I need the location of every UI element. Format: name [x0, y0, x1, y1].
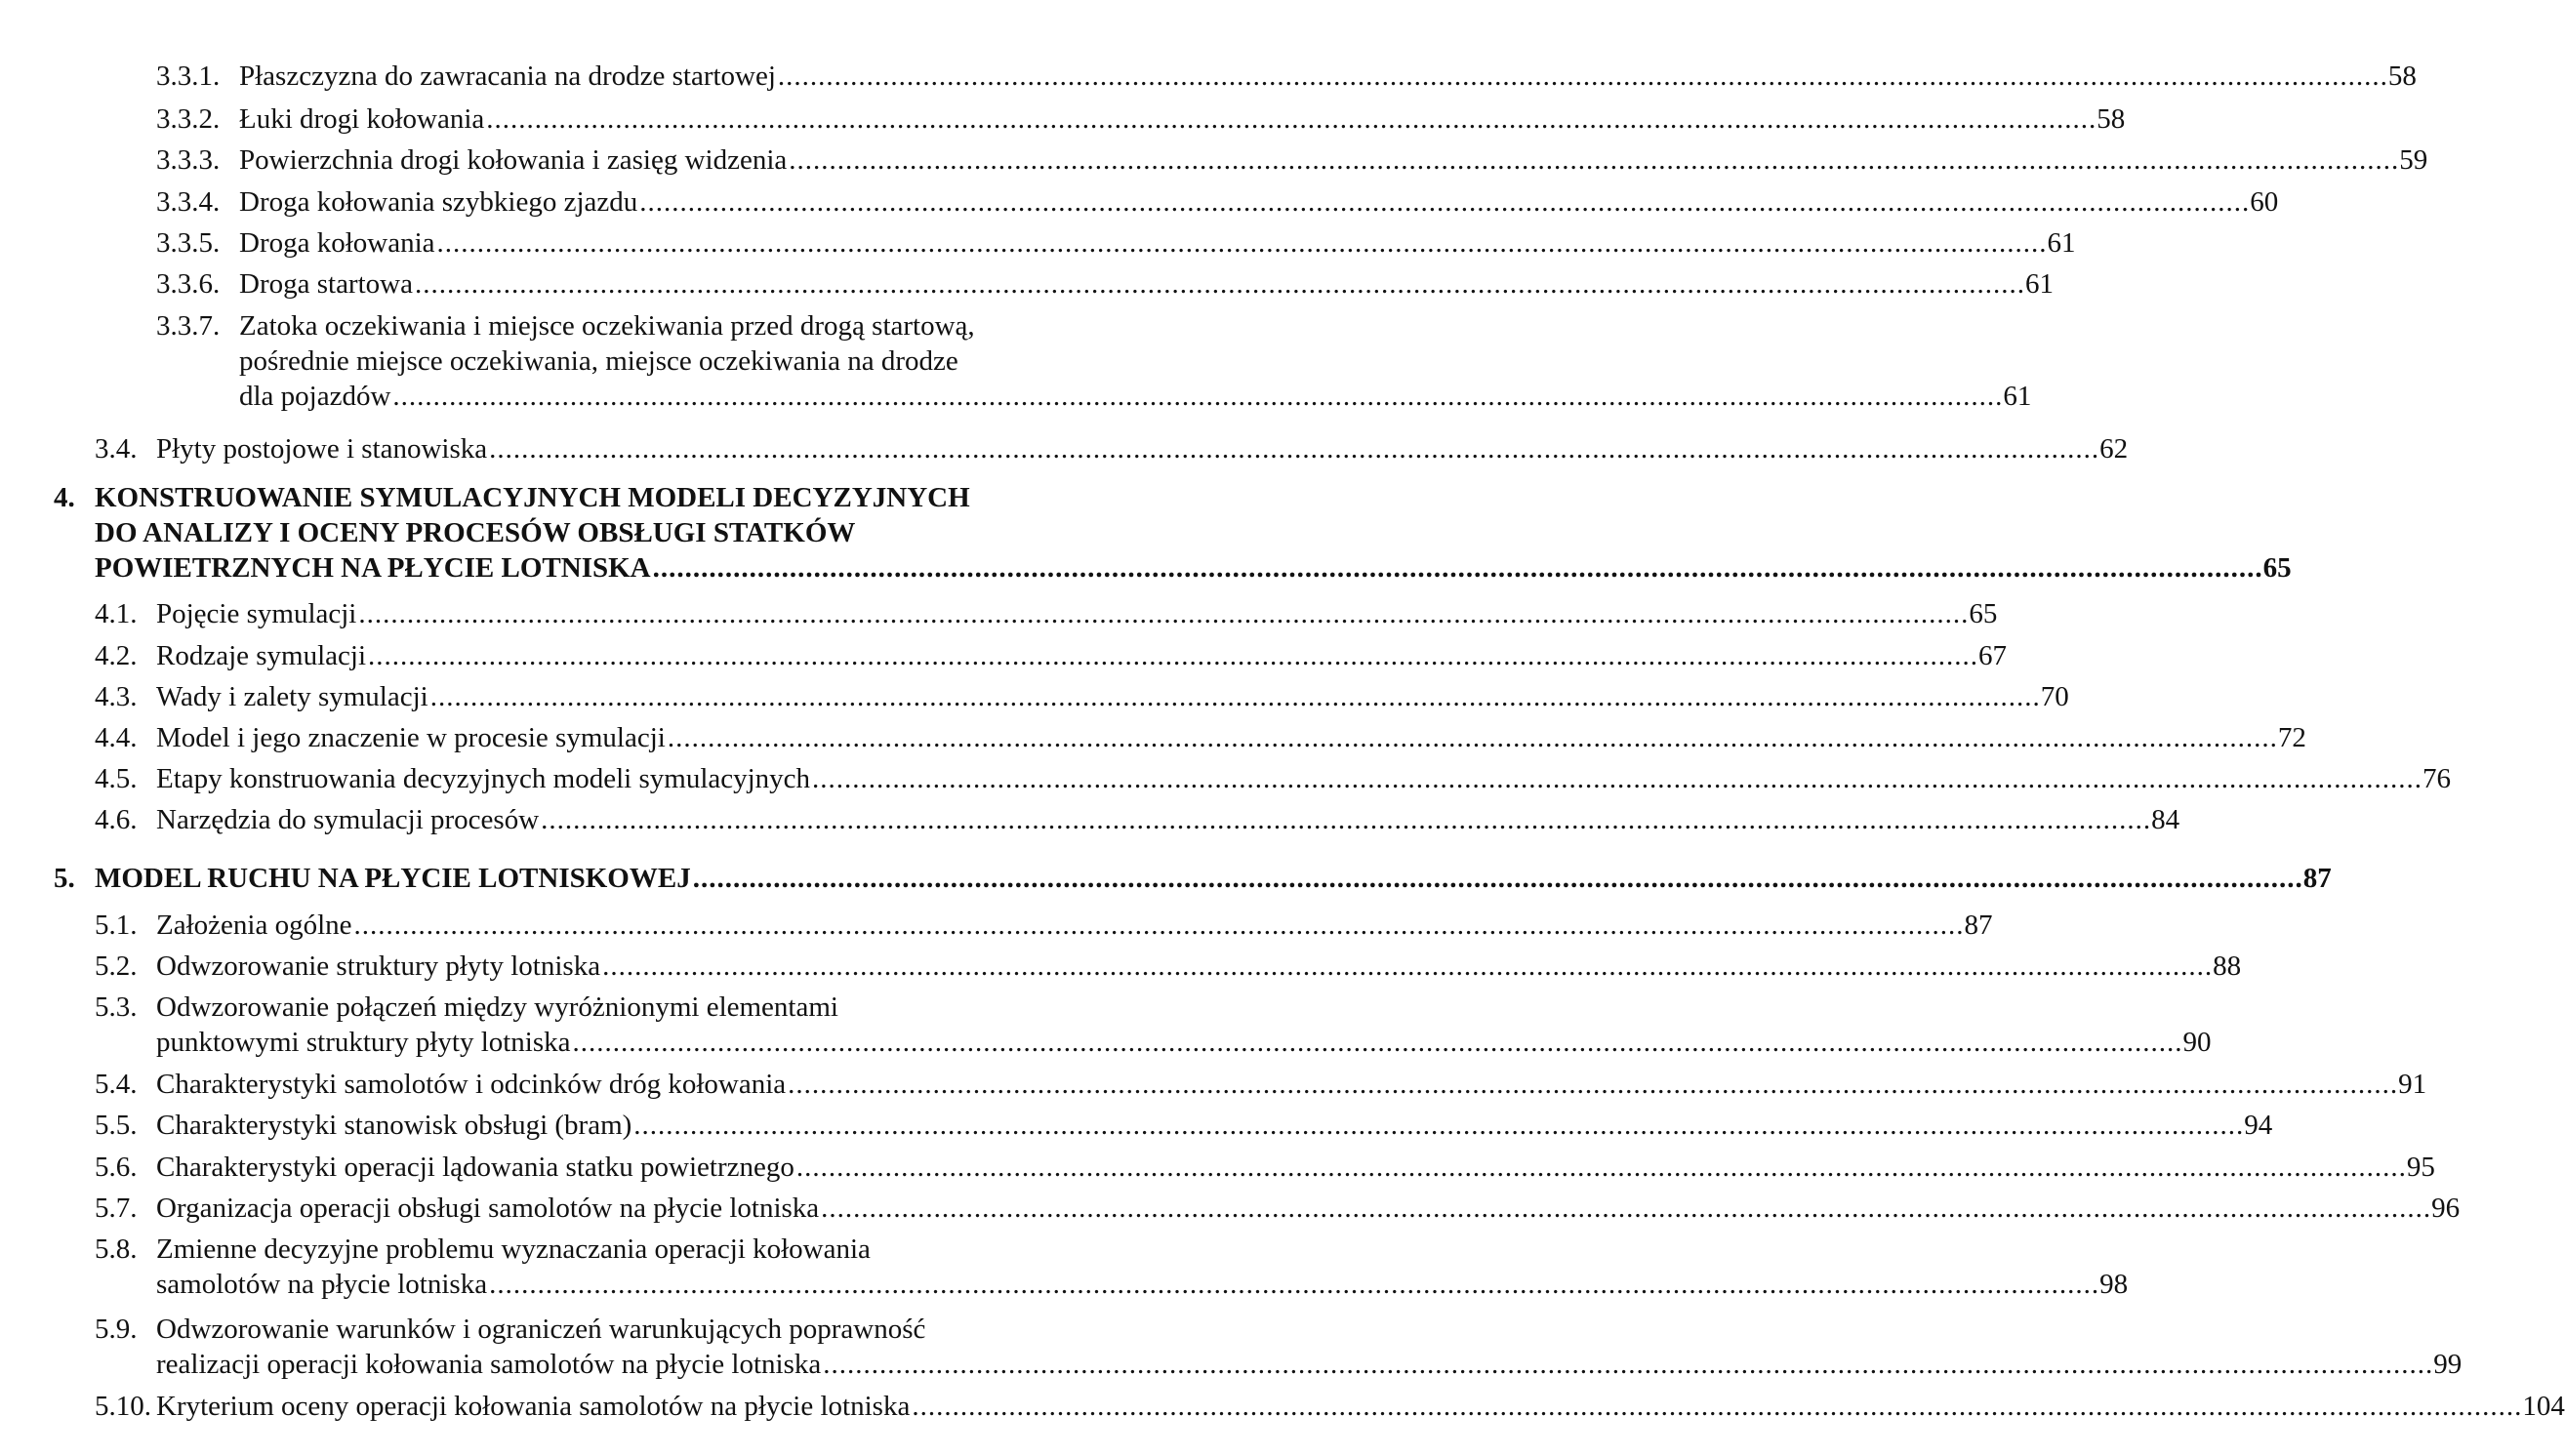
entry-title-line-last: [156, 679, 2069, 714]
section-title: Organizacja operacji obsługi samolotów na płycie lotniska: [156, 1193, 820, 1224]
page-number: 96: [2431, 1193, 2461, 1224]
entry-title-line: [156, 1312, 1037, 1347]
section-number: 4.6.: [95, 804, 138, 835]
toc-entry: [0, 679, 2069, 714]
page-number: 76: [2422, 763, 2452, 794]
dot-leader: ........................................................................................................................................................................................................: [789, 144, 2400, 176]
dot-leader: ........................................................................................................................................................................................................: [639, 186, 2251, 218]
page-number: 87: [1964, 910, 1993, 941]
section-title: Charakterystyki operacji lądowania statku powietrznego: [156, 1152, 794, 1183]
dot-leader: ........................................................................................................................................................................................................: [633, 1110, 2245, 1141]
toc-entry: [0, 59, 2417, 94]
entry-title-line: [95, 480, 1037, 515]
toc-entry: [0, 1232, 2129, 1302]
toc-entry: [0, 596, 1998, 631]
entry-title-line-last: [239, 142, 2428, 178]
section-title: Droga kołowania szybkiego zjazdu: [239, 186, 638, 218]
page-number: 61: [2047, 227, 2076, 259]
dot-leader: ........................................................................................................................................................................................................: [486, 103, 2097, 135]
section-title: Droga kołowania: [239, 227, 435, 259]
section-number: 4.5.: [95, 763, 138, 794]
dot-leader: ........................................................................................................................................................................................................: [414, 268, 2025, 300]
page-number: 65: [1969, 598, 1998, 629]
toc-entry: [0, 1067, 2427, 1102]
page-number: 61: [2024, 268, 2054, 300]
entry-title-line-last: [156, 1025, 2212, 1060]
section-number: 4.: [54, 482, 75, 513]
toc-entry: [0, 431, 2129, 466]
entry-title-line-last: [156, 1108, 2273, 1143]
toc-entry: [0, 1389, 2565, 1424]
dot-leader: ........................................................................................................................................................................................................: [489, 1269, 2100, 1300]
section-number: 5.2.: [95, 950, 138, 982]
section-title: pośrednie miejsce oczekiwania, miejsce oczekiwania na drodze: [239, 345, 958, 377]
toc-entry: [0, 225, 2076, 261]
dot-leader: ........................................................................................................................................................................................................: [489, 433, 2100, 465]
section-number: 5.: [54, 863, 75, 894]
entry-title-line-last: [156, 1347, 2463, 1382]
entry-title-line-last: [156, 1067, 2427, 1102]
section-title: Płaszczyzna do zawracania na drodze startowej: [239, 61, 776, 92]
entry-title-line: [156, 990, 1037, 1025]
section-number: 5.5.: [95, 1110, 138, 1141]
toc-entry: [0, 1312, 2463, 1382]
dot-leader: ........................................................................................................................................................................................................: [812, 763, 2423, 794]
toc-entry: [0, 142, 2428, 178]
dot-leader: ........................................................................................................................................................................................................: [436, 227, 2048, 259]
dot-leader: ........................................................................................................................................................................................................: [692, 863, 2303, 894]
page-number: 104: [2522, 1391, 2565, 1422]
entry-title-line-last: [156, 720, 2306, 755]
entry-title-line: [156, 1232, 1037, 1267]
page-number: 84: [2151, 804, 2180, 835]
entry-title-line-last: [156, 908, 1993, 943]
section-number: 5.7.: [95, 1193, 138, 1224]
section-number: 5.1.: [95, 910, 138, 941]
section-title: Zmienne decyzyjne problemu wyznaczania operacji kołowania: [156, 1234, 871, 1265]
toc-entry: [0, 949, 2242, 984]
toc-entry: [0, 1191, 2461, 1226]
section-number: 3.3.7.: [156, 310, 221, 342]
section-title: Odwzorowanie połączeń między wyróżnionymi elementami: [156, 991, 838, 1023]
section-number: 3.3.6.: [156, 268, 221, 300]
section-title: Charakterystyki stanowisk obsługi (bram): [156, 1110, 632, 1141]
toc-entry: [0, 308, 2032, 414]
entry-title-line-last: [156, 1150, 2435, 1185]
toc-entry: [0, 184, 2279, 220]
section-title: Narzędzia do symulacji procesów: [156, 804, 540, 835]
toc-entry: [0, 720, 2306, 755]
section-title: Etapy konstruowania decyzyjnych modeli symulacyjnych: [156, 763, 811, 794]
section-number: 3.3.2.: [156, 103, 221, 135]
dot-leader: ........................................................................................................................................................................................................: [358, 598, 1970, 629]
dot-leader: ........................................................................................................................................................................................................: [429, 681, 2041, 712]
page-number: 91: [2398, 1069, 2427, 1100]
section-number: 3.3.5.: [156, 227, 221, 259]
section-number: 4.4.: [95, 722, 138, 753]
entry-title-line-last: [156, 1267, 2129, 1302]
toc-entry: [0, 638, 2008, 673]
toc-entry: [0, 802, 2180, 837]
entry-title-line-last: [239, 225, 2076, 261]
section-title: Założenia ogólne: [156, 910, 352, 941]
section-title: Łuki drogi kołowania: [239, 103, 485, 135]
section-number: 5.6.: [95, 1152, 138, 1183]
section-number: 5.4.: [95, 1069, 138, 1100]
section-title: POWIETRZNYCH NA PŁYCIE LOTNISKA: [95, 552, 651, 584]
dot-leader: ........................................................................................................................................................................................................: [823, 1349, 2434, 1380]
page-number: 90: [2182, 1027, 2212, 1058]
entry-title-line: [95, 515, 1037, 550]
entry-title-line-last: [239, 184, 2279, 220]
section-title: KONSTRUOWANIE SYMULACYJNYCH MODELI DECYZYJNYCH: [95, 482, 970, 513]
section-number: 3.3.1.: [156, 61, 221, 92]
toc-entry: [0, 1150, 2435, 1185]
section-title: punktowymi struktury płyty lotniska: [156, 1027, 571, 1058]
entry-title-line-last: [239, 266, 2054, 302]
entry-title-line: [239, 344, 1037, 379]
page-number: 70: [2040, 681, 2069, 712]
page-number: 94: [2244, 1110, 2273, 1141]
section-title: Rodzaje symulacji: [156, 640, 367, 671]
entry-title-line-last: [156, 761, 2452, 796]
entry-title-line-last: [239, 101, 2126, 137]
entry-title-line-last: [156, 596, 1998, 631]
dot-leader: ........................................................................................................................................................................................................: [795, 1152, 2407, 1183]
section-title: Powierzchnia drogi kołowania i zasięg widzenia: [239, 144, 788, 176]
section-number: 5.3.: [95, 991, 138, 1023]
section-number: 5.9.: [95, 1314, 138, 1345]
dot-leader: ........................................................................................................................................................................................................: [602, 950, 2214, 982]
section-number: 5.8.: [95, 1234, 138, 1265]
page-number: 59: [2399, 144, 2428, 176]
entry-title-line-last: [95, 861, 2332, 896]
toc-entry: [0, 101, 2126, 137]
section-title: Odwzorowanie warunków i ograniczeń warunkujących poprawność: [156, 1314, 926, 1345]
page-number: 60: [2250, 186, 2279, 218]
entry-title-line-last: [156, 1389, 2565, 1424]
dot-leader: ........................................................................................................................................................................................................: [821, 1193, 2432, 1224]
dot-leader: ........................................................................................................................................................................................................: [368, 640, 1979, 671]
page-number: 62: [2099, 433, 2129, 465]
dot-leader: ........................................................................................................................................................................................................: [572, 1027, 2183, 1058]
section-title: dla pojazdów: [239, 381, 391, 412]
entry-title-line: [239, 308, 1037, 344]
section-number: 5.10.: [95, 1391, 151, 1422]
section-title: DO ANALIZY I OCENY PROCESÓW OBSŁUGI STATKÓW: [95, 517, 856, 548]
section-title: Droga startowa: [239, 268, 413, 300]
section-title: Model i jego znaczenie w procesie symulacji: [156, 722, 666, 753]
section-title: Kryterium oceny operacji kołowania samolotów na płycie lotniska: [156, 1391, 911, 1422]
entry-title-line-last: [156, 949, 2242, 984]
dot-leader: ........................................................................................................................................................................................................: [541, 804, 2152, 835]
toc-chapter: [0, 480, 2292, 586]
section-title: Zatoka oczekiwania i miejsce oczekiwania przed drogą startową,: [239, 310, 975, 342]
section-title: MODEL RUCHU NA PŁYCIE LOTNISKOWEJ: [95, 863, 691, 894]
toc-entry: [0, 990, 2212, 1060]
entry-title-line-last: [239, 379, 2032, 414]
entry-title-line-last: [156, 431, 2129, 466]
toc-entry: [0, 908, 1993, 943]
dot-leader: ........................................................................................................................................................................................................: [777, 61, 2388, 92]
section-title: Płyty postojowe i stanowiska: [156, 433, 488, 465]
entry-title-line-last: [156, 1191, 2461, 1226]
dot-leader: ........................................................................................................................................................................................................: [392, 381, 2004, 412]
page-number: 61: [2003, 381, 2032, 412]
page-number: 88: [2213, 950, 2242, 982]
entry-title-line-last: [156, 802, 2180, 837]
entry-title-line-last: [239, 59, 2417, 94]
section-title: Charakterystyki samolotów i odcinków dróg kołowania: [156, 1069, 787, 1100]
entry-title-line-last: [95, 550, 2292, 586]
page-number: 98: [2099, 1269, 2129, 1300]
page-number: 58: [2097, 103, 2126, 135]
page-number: 58: [2387, 61, 2417, 92]
dot-leader: ........................................................................................................................................................................................................: [353, 910, 1965, 941]
section-number: 3.3.4.: [156, 186, 221, 218]
entry-title-line-last: [156, 638, 2008, 673]
page-number: 65: [2262, 552, 2292, 584]
section-number: 3.3.3.: [156, 144, 221, 176]
dot-leader: ........................................................................................................................................................................................................: [652, 552, 2263, 584]
page-number: 95: [2406, 1152, 2435, 1183]
toc-entry: [0, 1108, 2273, 1143]
section-title: samolotów na płycie lotniska: [156, 1269, 488, 1300]
dot-leader: ........................................................................................................................................................................................................: [667, 722, 2278, 753]
section-title: Odwzorowanie struktury płyty lotniska: [156, 950, 601, 982]
toc-entry: [0, 266, 2054, 302]
page-number: 72: [2277, 722, 2306, 753]
section-title: Pojęcie symulacji: [156, 598, 357, 629]
page-number: 67: [1978, 640, 2008, 671]
section-title: realizacji operacji kołowania samolotów na płycie lotniska: [156, 1349, 822, 1380]
toc-chapter: [0, 861, 2332, 896]
section-number: 3.4.: [95, 433, 138, 465]
section-title: Wady i zalety symulacji: [156, 681, 428, 712]
toc-entry: [0, 761, 2452, 796]
dot-leader: ........................................................................................................................................................................................................: [912, 1391, 2523, 1422]
dot-leader: ........................................................................................................................................................................................................: [788, 1069, 2399, 1100]
page-number: 87: [2302, 863, 2332, 894]
page-number: 99: [2433, 1349, 2463, 1380]
section-number: 4.2.: [95, 640, 138, 671]
section-number: 4.1.: [95, 598, 138, 629]
section-number: 4.3.: [95, 681, 138, 712]
